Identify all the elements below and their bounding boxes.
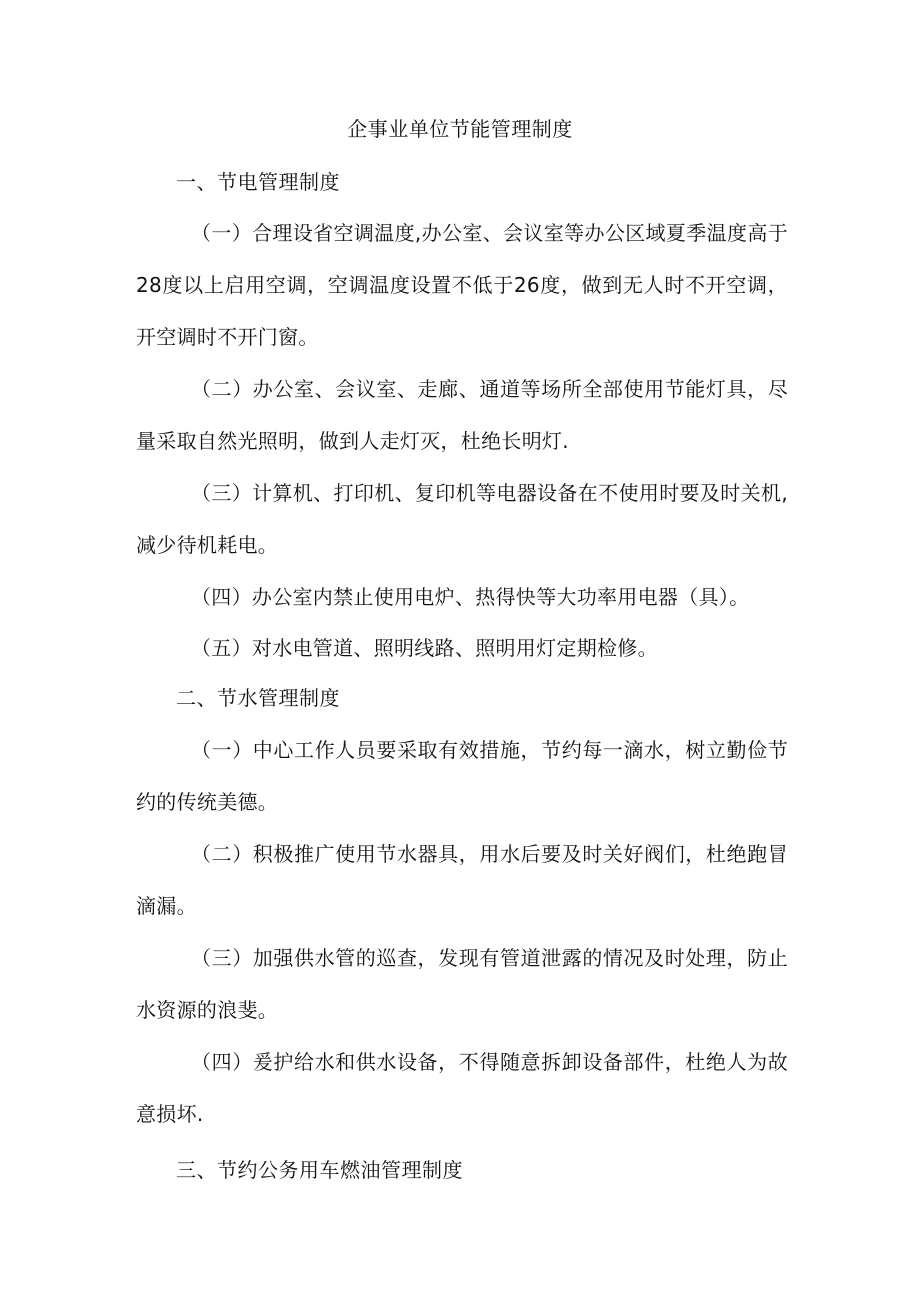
section-heading-electricity: 一、节电管理制度 [176,170,340,194]
paragraph-water-1: （一）中心工作人员要采取有效措施，节约每一滴水，树立勤俭节约的传统美德。 [136,738,788,814]
paragraph-water-3: （三）加强供水管的巡查，发现有管道泄露的情况及时处理，防止水资源的浪斐。 [136,946,788,1022]
paragraph-electricity-1: （一）合理设省空调温度,办公室、会议室等办公区域夏季温度高于28度以上启用空调，空调温度设置不低于26度，做到无人时不开空调，开空调时不开门窗。 [136,221,788,349]
document-title: 企事业单位节能管理制度 [347,117,573,141]
section-heading-water: 二、节水管理制度 [176,686,340,710]
section-heading-fuel: 三、节约公务用车燃油管理制度 [176,1158,463,1182]
paragraph-electricity-4: （四）办公室内禁止使用电炉、热得快等大功率用电器（具）。 [191,585,750,609]
paragraph-water-4: （四）爰护给水和供水设备，不得随意拆卸设备部件，杜绝人为故意损坏. [136,1050,788,1126]
paragraph-electricity-2: （二）办公室、会议室、走廊、通道等场所全部使用节能灯具，尽量采取自然光照明，做到人走灯灭，杜绝长明灯. [136,377,788,453]
paragraph-electricity-3: （三）计算机、打印机、复印机等电器设备在不使用时要及时关机,减少待机耗电。 [136,481,788,557]
paragraph-electricity-5: （五）对水电管道、照明线路、照明用灯定期检修。 [191,636,658,660]
paragraph-water-2: （二）积极推广使用节水器具，用水后要及时关好阀们，杜绝跑冒滴漏。 [136,842,788,918]
